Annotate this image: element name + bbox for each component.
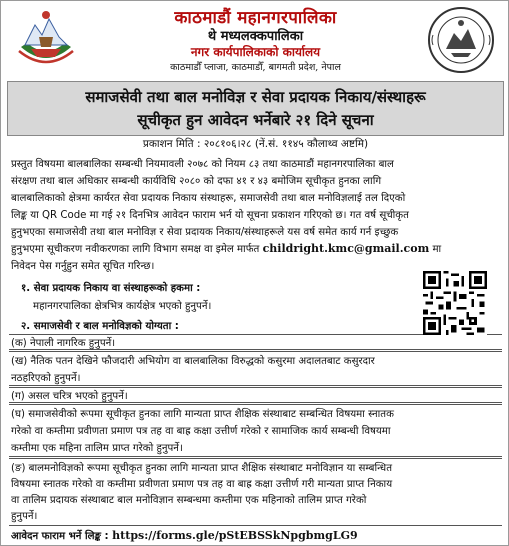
paragraph-text: मा: [432, 244, 442, 255]
criteria-item-kha: (ख) नैतिक पतन देखिने फौजदारी अभियोग वा बालबालिका विरुद्धको कसुरमा अदालतबाट कसुरदार: [11, 356, 375, 367]
criteria-item-nga: हुनुपर्ने।: [11, 511, 38, 522]
email-link[interactable]: childright.kmc@gmail.com: [262, 242, 430, 255]
criteria-item-kha: नठहरिएको हुनुपर्ने।: [11, 373, 81, 384]
form-link[interactable]: https://forms.gle/pStEBSSkNpgbmgLG9: [112, 529, 358, 542]
criteria-item-nga: विषयमा स्नातक गरेको वा कम्तीमा प्रवीणता प्रमाण पत्र तह वा बाह्र कक्षा उत्तीर्ण गरी मान्यता प्राप्त निकाय: [11, 479, 393, 490]
criteria-item-ka: (क) नेपाली नागरिक हुनुपर्ने।: [11, 338, 116, 349]
notice-title-line-2: सूचीकृत हुन आवेदन भर्नेबारे २१ दिने सूचना: [137, 111, 374, 129]
criteria-item-nga: वा तालिम प्रदायक संस्थाबाट बाल मनोविज्ञान सम्बन्धमा कम्तीमा एक महिनाको तालिम प्राप्त गरेको: [11, 495, 367, 506]
section-1-heading: १. सेवा प्रदायक निकाय वा संस्थाहरूको हकमा :: [21, 283, 201, 294]
paragraph-line: हुनुभएका समाजसेवी तथा बाल मनोविज्ञ र सेवा प्रदायक निकाय/संस्थाहरूले यस वर्ष समेत कार्य गर्न इच्छुक: [11, 227, 399, 238]
criteria-item-gha: कम्तीमा एक महिना तालिम प्राप्त गरेको हुनुपर्ने।: [11, 443, 183, 454]
paragraph-line: प्रस्तुत विषयमा बालबालिका सम्बन्धी नियमावली २०७८ को नियम ८३ तथा काठमाडौं महानगरपालिका बाल: [11, 159, 394, 170]
criteria-item-ga: (ग) असल चरित्र भएको हुनुपर्ने।: [11, 391, 128, 402]
office-name: नगर कार्यपालिकाको कार्यालय: [190, 45, 321, 59]
paragraph-line: निवेदन पेस गर्नुहुन समेत सूचित गरिन्छ।: [11, 261, 155, 272]
form-link-label: आवेदन फाराम भर्ने लिङ्क :: [11, 531, 109, 542]
office-address: काठमाडौँ प्लाजा, काठमाडौँ, बागमती प्रदेश, नेपाल: [170, 62, 341, 73]
criteria-item-nga: (ङ) बालमनोविज्ञको रूपमा सूचीकृत हुनका लागि मान्यता प्राप्त शैक्षिक संस्थाबाट मनोविज्ञान या सम्बन्धित: [11, 463, 392, 474]
qr-code-icon[interactable]: [423, 271, 487, 335]
kmc-seal-icon: [426, 5, 496, 75]
paragraph-line: लिङ्क या QR Code मा गई २१ दिनभित्र आवेदन फाराम भर्न यो सूचना प्रकाशन गरिएको छ। गत वर्ष सूचीकृत: [11, 210, 409, 221]
publish-date: प्रकाशन मिति : २०८१०६।२८ (नें.सं. ११४५ कौलाथ्व अष्टमि): [142, 138, 369, 150]
form-link-row: [11, 528, 358, 542]
organization-name: काठमाडौं महानगरपालिका: [174, 8, 337, 28]
paragraph-line: संरक्षण तथा बाल अधिकार सम्बन्धी कार्यविधि २०८० को दफा ४१ र ४३ बमोजिम सूचीकृत हुनका लागि: [11, 176, 382, 187]
letterhead: [1, 1, 509, 79]
section-2-heading: २. समाजसेवी र बाल मनोविज्ञको योग्यता :: [21, 321, 179, 332]
section-1-text: महानगरपालिका क्षेत्रभित्र कार्यक्षेत्र भएको हुनुपर्ने।: [33, 301, 212, 312]
criteria-item-gha: गरेको वा कम्तीमा प्रवीणता प्रमाण पत्र तह वा बाह्र कक्षा उत्तीर्ण गरेको र सामाजिक कार्य सम्बन्धी विषयमा: [11, 426, 391, 437]
paragraph-text: हुनुभएमा सूचीकरण नवीकरणका लागि विभाग समक्ष वा इमेल मार्फत: [11, 244, 260, 255]
notice-title-banner: [7, 81, 504, 136]
notice-title-line-1: समाजसेवी तथा बाल मनोविज्ञ र सेवा प्रदायक निकाय/संस्थाहरू: [85, 88, 426, 106]
criteria-item-gha: (घ) समाजसेवीको रूपमा सूचीकृत हुनका लागि मान्यता प्राप्त शैक्षिक संस्थाबाट सम्बन्धित विषयमा स्नातक: [11, 409, 394, 420]
paragraph-line: [11, 241, 441, 255]
organization-unit: थे मध्यलक्कपालिका: [207, 29, 304, 44]
paragraph-line: बालबालिकाको क्षेत्रमा कार्यरत सेवा प्रदायक निकाय संस्थाहरू, समाजसेवी तथा बाल मनोविज्ञलाई तल दिएको: [11, 193, 406, 204]
